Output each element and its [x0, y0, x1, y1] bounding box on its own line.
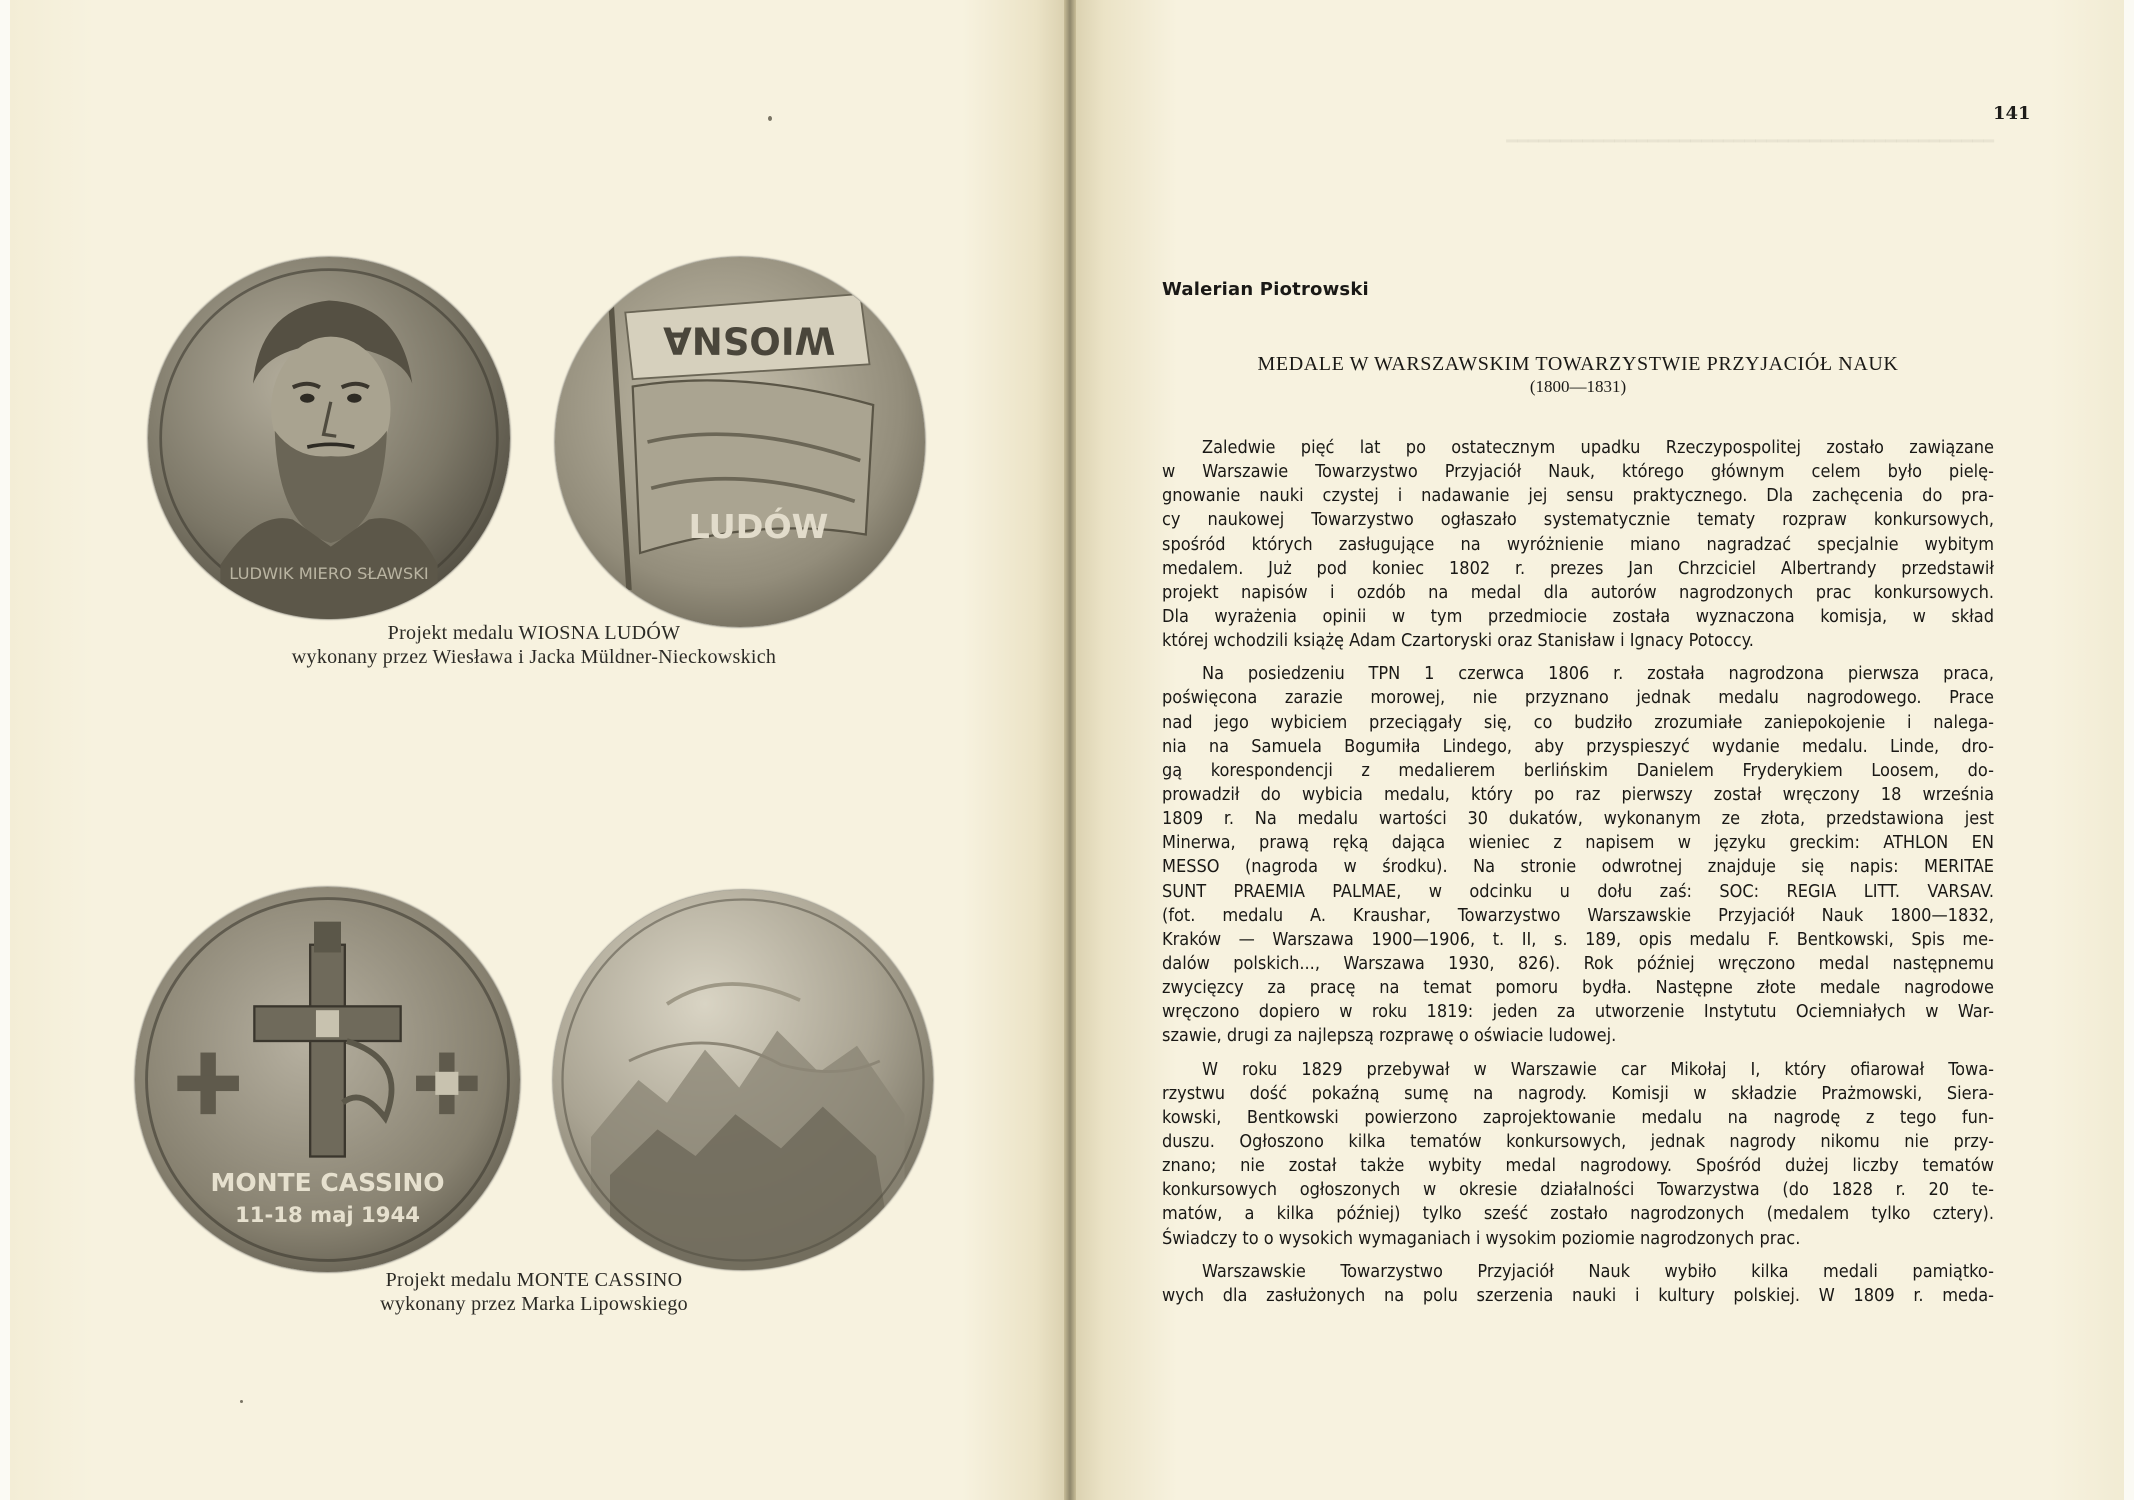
text-line: SUNT PRAEMIA PALMAE, w odcinku u dołu zaś: SOC: REGIA LITT. VARSAV.: [1162, 880, 1994, 902]
cross-medal-inscription-2: 11-18 maj 1944: [235, 1201, 420, 1227]
text-line: której wchodzili książę Adam Czartoryski oraz Stanisław i Ignacy Potoccy.: [1162, 630, 1754, 652]
figure-caption-top: [184, 621, 884, 669]
text-line: matów, a kilka później) tylko sześć zostało nagrodzonych (medalem tylko cztery).: [1162, 1203, 1994, 1225]
figure-caption-bottom: [184, 1268, 884, 1316]
text-line: znano; nie został także wybity medal nagrodowy. Spośród dużej liczby tematów: [1162, 1155, 1994, 1177]
text-line: konkursowych ogłoszonych w okresie działalności Towarzystwa (do 1828 r. 20 te-: [1162, 1179, 1994, 1201]
banner-medal-top-inscription: WIOSNA: [663, 318, 836, 362]
text-line: gą korespondencji z medalierem berlińskim Danielem Fryderykiem Loosem, do-: [1162, 759, 1994, 781]
text-line: cy naukowej Towarzystwo ogłaszało systematycznie tematy rozpraw konkursowych,: [1162, 509, 1994, 531]
text-line: w Warszawie Towarzystwo Przyjaciół Nauk, którego głównym celem było pielę-: [1162, 461, 1994, 483]
text-line: duszu. Ogłoszono kilka tematów konkursowych, jednak nagrody nikomu nie przy-: [1162, 1130, 1994, 1152]
text-line: Kraków — Warszawa 1900—1906, t. II, s. 189, opis medalu F. Bentkowski, Spis me-: [1162, 928, 1994, 950]
text-line: szawie, drugi za najlepszą rozprawę o oświacie ludowej.: [1162, 1025, 1617, 1047]
cross-medal-inscription-1: MONTE CASSINO: [210, 1168, 445, 1198]
page-number: 141: [1993, 103, 2031, 124]
caption-line: Projekt medalu WIOSNA LUDÓW: [387, 622, 681, 644]
caption-line: wykonany przez Wiesława i Jacka Müldner-Nieckowskich: [291, 646, 777, 668]
cross-medal-icon: [135, 887, 520, 1272]
text-line: (fot. medalu A. Kraushar, Towarzystwo Warszawskie Przyjaciół Nauk 1800—1832,: [1162, 904, 1994, 926]
book-gutter: [1064, 0, 1076, 1500]
article-body: [1162, 436, 1994, 1308]
text-line: 1809 r. Na medalu wartości 30 dukatów, wykonanym ze złota, przedstawiona jest: [1162, 808, 1994, 830]
text-line: prowadził do wybicia medalu, który po raz pierwszy został wręczony 18 września: [1162, 783, 1994, 805]
caption-line: wykonany przez Marka Lipowskiego: [380, 1293, 688, 1315]
text-line: zwycięzcy za pracę na temat pomoru bydła. Następne złote medale nagrodowe: [1162, 977, 1994, 999]
text-line: Dla wyrażenia opinii w tym przedmiocie została wyznaczona komisja, w skład: [1162, 605, 1994, 627]
text-line: dalów polskich..., Warszawa 1930, 826). Rok później wręczono medal następnemu: [1162, 952, 1994, 974]
portrait-medal-icon: [148, 257, 510, 619]
author-name: Walerian Piotrowski: [1162, 279, 1369, 300]
text-line: Zaledwie pięć lat po ostatecznym upadku Rzeczypospolitej zostało zawiązane: [1202, 437, 1994, 458]
text-line: rzystwu dość pokaźną sumę na nagrody. Komisji w składzie Prażmowski, Siera-: [1162, 1082, 1994, 1104]
portrait-medal-inscription: LUDWIK MIERO SŁAWSKI: [229, 564, 429, 584]
article-title: MEDALE W WARSZAWSKIM TOWARZYSTWIE PRZYJACIÓŁ NAUK: [1257, 353, 1899, 375]
text-line: wręczono dopiero w roku 1819: jeden za utworzenie Instytutu Ociemniałych w War-: [1162, 1001, 1994, 1023]
text-line: W roku 1829 przebywał w Warszawie car Mikołaj I, który ofiarował Towa-: [1202, 1058, 1994, 1080]
text-line: Świadczy to o wysokich wymaganiach i wysokim poziomie nagrodzonych prac.: [1162, 1227, 1801, 1249]
text-line: wych dla zasłużonych na polu szerzenia nauki i kultury polskiej. W 1809 r. meda-: [1162, 1284, 1994, 1306]
text-line: projekt napisów i ozdób na medal dla autorów nagrodzonych prac konkursowych.: [1162, 581, 1994, 603]
text-line: Na posiedzeniu TPN 1 czerwca 1806 r. została nagrodzona pierwsza praca,: [1202, 663, 1994, 685]
mountain-relief-medal-icon: [553, 890, 933, 1270]
text-line: gnowanie nauki czystej i nadawanie jej sensu praktycznego. Dla zachęcenia do pra-: [1162, 485, 1994, 507]
text-line: poświęcona zarazie morowej, nie przyznano jednak medalu nagrodowego. Prace: [1162, 687, 1994, 709]
paper-speck: [240, 1400, 243, 1403]
banner-medal-icon: [555, 257, 925, 627]
text-line: Minerwa, prawą ręką dająca wieniec z napisem w języku greckim: ATHLON EN: [1162, 832, 1994, 854]
text-line: nad jego wybiciem przeciągały się, co budziło zrozumiałe zaniepokojenie i nalega-: [1162, 711, 1994, 733]
text-line: Warszawskie Towarzystwo Przyjaciół Nauk wybiło kilka medali pamiątko-: [1202, 1260, 1994, 1282]
caption-line: Projekt medalu MONTE CASSINO: [385, 1269, 683, 1291]
text-line: kowski, Bentkowski powierzono zaprojektowanie medalu na nagrodę z tego fun-: [1162, 1106, 1994, 1128]
banner-medal-banner-inscription: LUDÓW: [688, 507, 829, 547]
paper-speck: [768, 116, 772, 121]
text-line: spośród których zasługujące na wyróżnienie miano nagradzać specjalnie wybitym: [1162, 533, 1994, 555]
text-line: nia na Samuela Bogumiła Lindego, aby przyspieszyć wydanie medalu. Linde, dro-: [1162, 735, 1994, 757]
text-line: MESSO (nagroda w środku). Na stronie odwrotnej znajduje się napis: MERITAE: [1162, 856, 1994, 878]
text-line: medalem. Już pod koniec 1802 r. prezes Jan Chrzciciel Albertrandy przedstawił: [1162, 557, 1994, 579]
article-subtitle: (1800—1831): [1529, 377, 1627, 396]
